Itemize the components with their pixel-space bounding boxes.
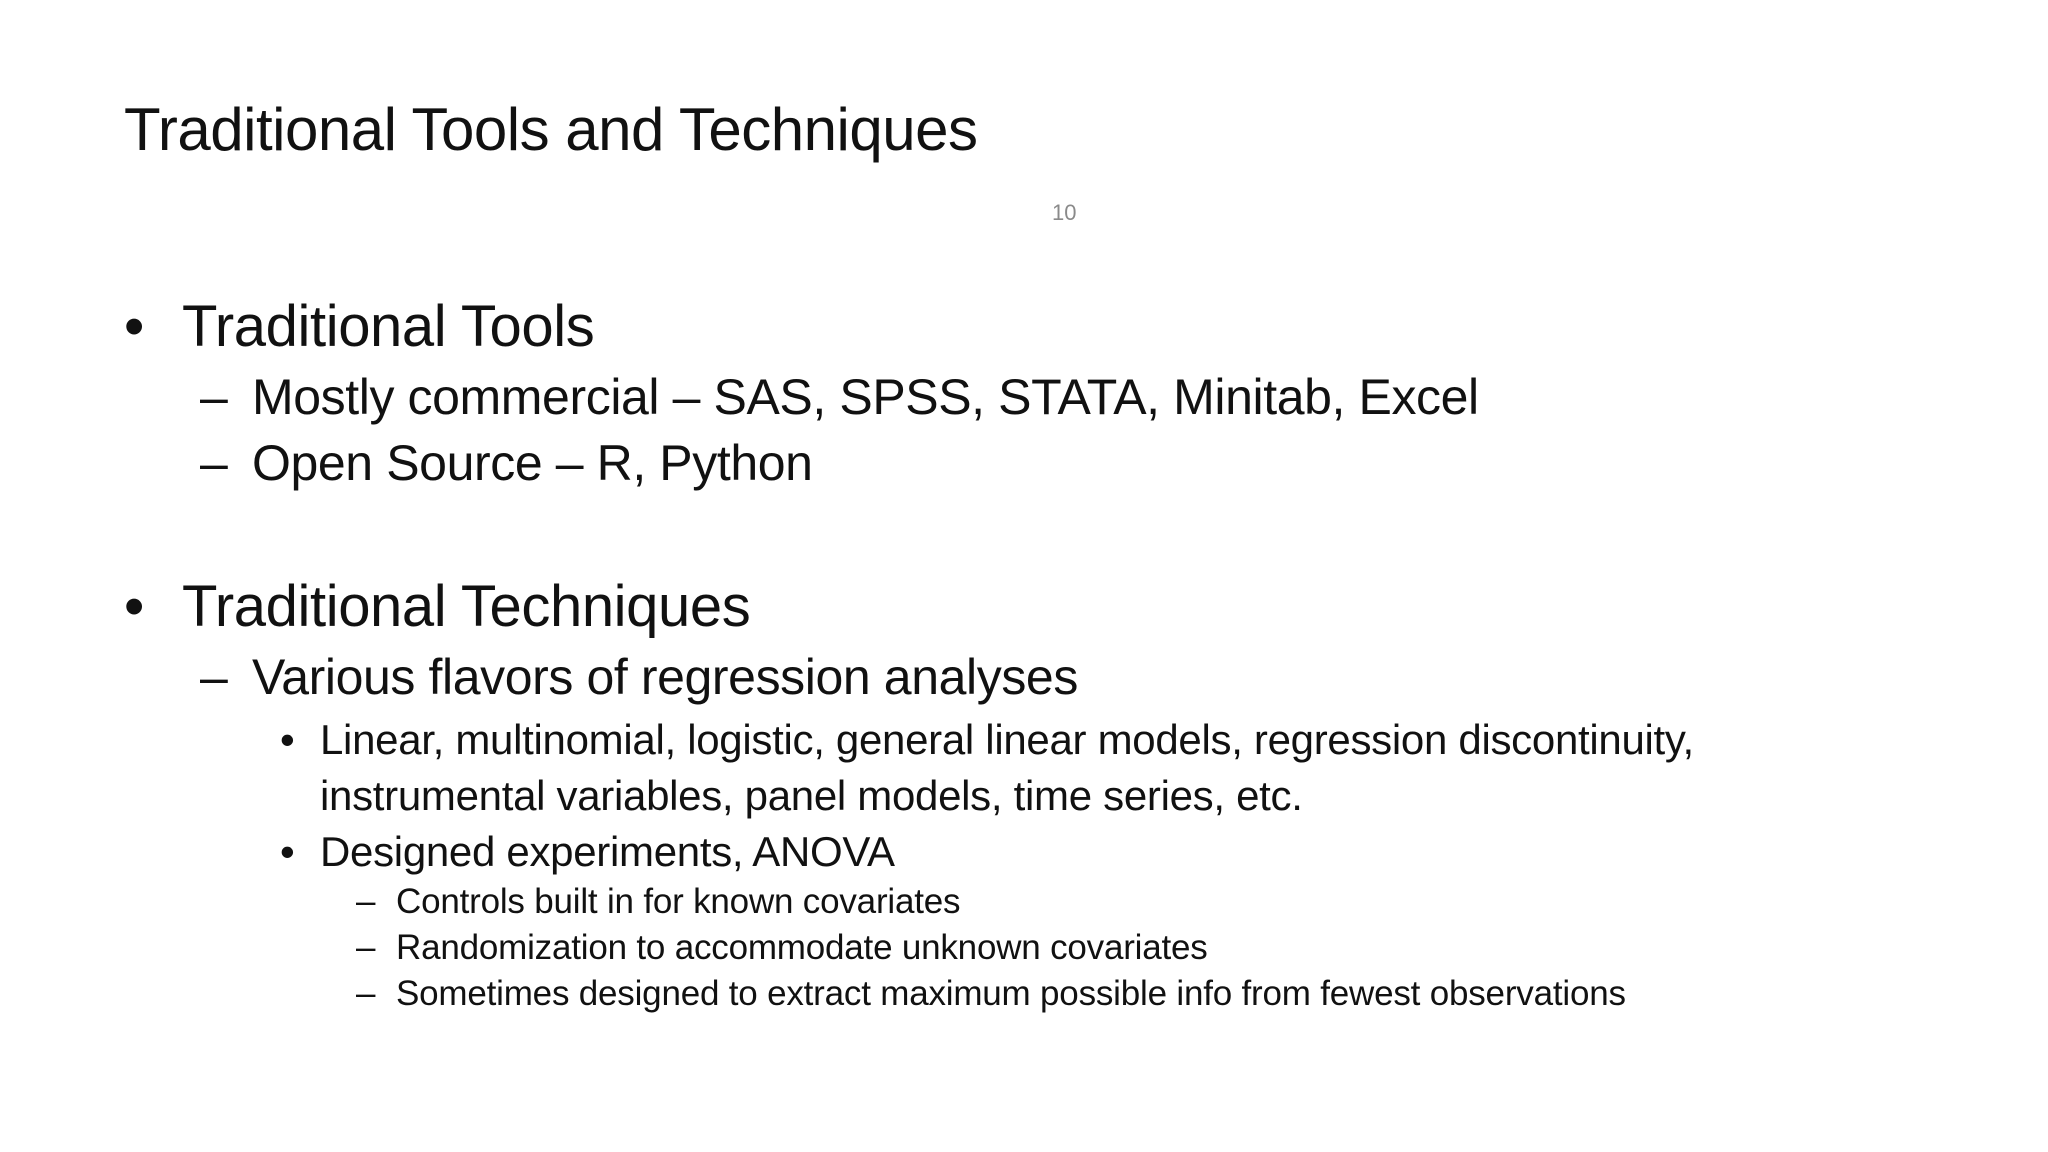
detail-text: Controls built in for known covariates <box>396 882 961 921</box>
detail-text: Randomization to accommodate unknown covariates <box>396 928 1208 967</box>
bullet-icon: • <box>124 294 144 359</box>
dash-icon: – <box>200 649 228 705</box>
sub-sub-bullet-text: Designed experiments, ANOVA <box>320 828 895 875</box>
bullet-text: Traditional Tools <box>182 294 595 359</box>
page-number: 10 <box>1052 200 1077 225</box>
dash-icon: – <box>356 882 376 921</box>
dash-icon: – <box>356 928 376 967</box>
sub-bullet-text: Various flavors of regression analyses <box>252 649 1078 705</box>
slide-title: Traditional Tools and Techniques <box>124 96 978 163</box>
sub-bullet-text: Mostly commercial – SAS, SPSS, STATA, Minitab, Excel <box>252 369 1479 425</box>
sub-bullet-text: Open Source – R, Python <box>252 435 813 491</box>
dash-icon: – <box>200 369 228 425</box>
sub-sub-bullet-text: Linear, multinomial, logistic, general linear models, regression discontinuity, <box>320 716 1694 763</box>
detail-text: Sometimes designed to extract maximum possible info from fewest observations <box>396 974 1626 1013</box>
dash-icon: – <box>200 435 228 491</box>
bullet-icon: • <box>124 574 144 639</box>
bullet-icon: • <box>280 716 295 763</box>
sub-sub-bullet-models-continued: instrumental variables, panel models, time series, etc. <box>320 772 1303 819</box>
dash-icon: – <box>356 974 376 1013</box>
bullet-icon: • <box>280 828 295 875</box>
bullet-text: Traditional Techniques <box>182 574 751 639</box>
